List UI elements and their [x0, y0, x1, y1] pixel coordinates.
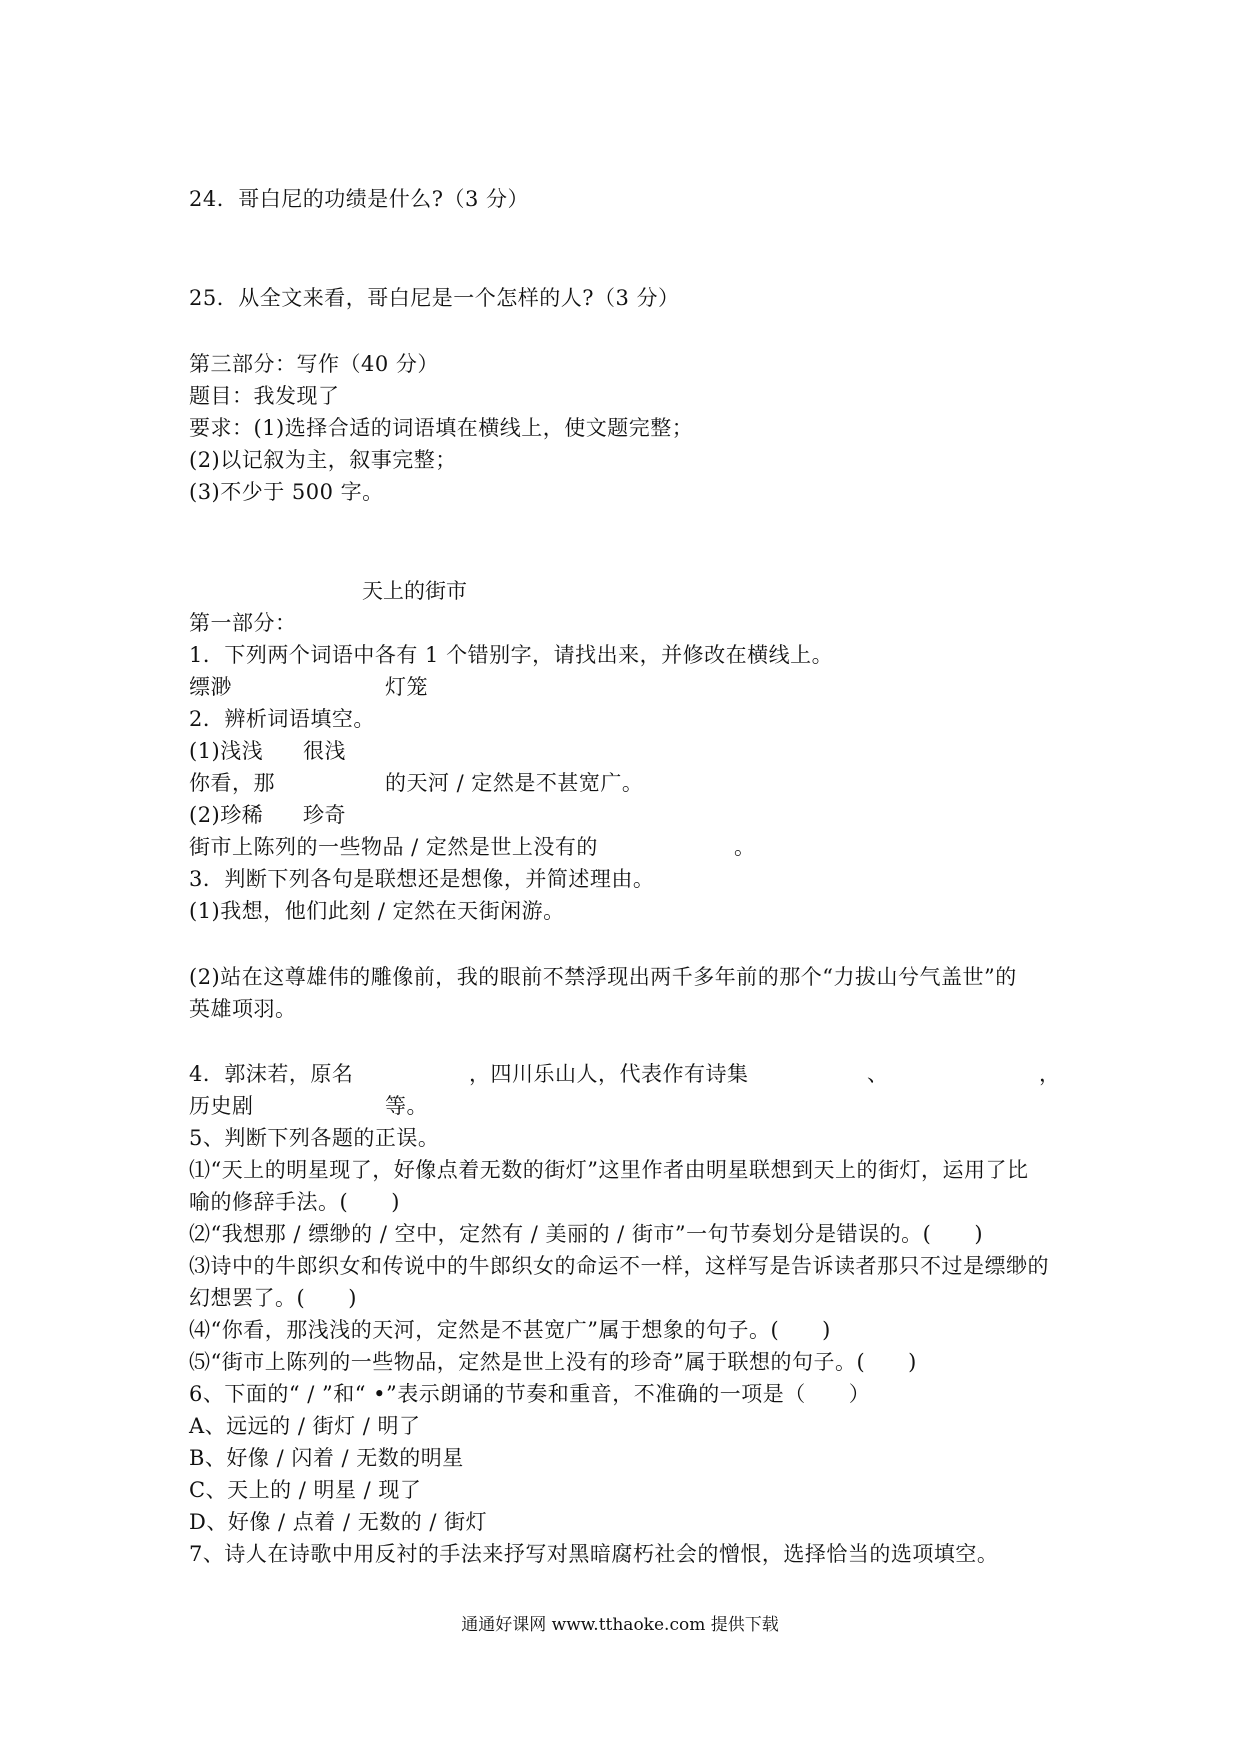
question-3-2-line-1: (2)站在这尊雄伟的雕像前，我的眼前不禁浮现出两千多年前的那个“力拔山兮气盖世”的	[189, 965, 1017, 989]
question-24: 24．哥白尼的功绩是什么?（3 分）	[189, 187, 530, 211]
question-5: 5、判断下列各题的正误。	[189, 1126, 440, 1150]
question-5-4: ⑷“你看，那浅浅的天河，定然是不甚宽广”属于想象的句子。( )	[189, 1318, 831, 1342]
option-2: 很浅	[303, 739, 346, 763]
page-footer: 通通好课网 www.tthaoke.com 提供下载	[461, 1615, 779, 1635]
writing-requirement-3: (3)不少于 500 字。	[189, 480, 384, 504]
question-5-1-line-1: ⑴“天上的明星现了，好像点着无数的街灯”这里作者由明星联想到天上的街灯，运用了比	[189, 1158, 1029, 1182]
question-5-3-line-1: ⑶诗中的牛郎织女和传说中的牛郎织女的命运不一样，这样写是告诉读者那只不过是缥缈的	[189, 1254, 1049, 1278]
question-7: 7、诗人在诗歌中用反衬的手法来抒写对黑暗腐朽社会的憎恨，选择恰当的选项填空。	[189, 1542, 999, 1566]
question-3-1: (1)我想，他们此刻 / 定然在天街闲游。	[189, 899, 565, 923]
option-1: (1)浅浅	[189, 739, 264, 763]
writing-topic: 题目：我发现了	[189, 384, 340, 408]
question-5-2: ⑵“我想那 / 缥缈的 / 空中，定然有 / 美丽的 / 街市”一句节奏划分是错误的。( )	[189, 1222, 984, 1246]
sentence-part-1: 你看，那	[189, 771, 275, 795]
option-1: (2)珍稀	[189, 803, 264, 827]
option-c: C、天上的 / 明星 / 现了	[189, 1478, 422, 1502]
question-3: 3．判断下列各句是联想还是想像，并简述理由。	[189, 867, 655, 891]
word-1: 缥渺	[189, 675, 232, 699]
question-5-1-line-2: 喻的修辞手法。( )	[189, 1190, 400, 1214]
q4-part-b: ，四川乐山人，代表作有诗集	[469, 1062, 749, 1086]
q4-part-c: 、	[867, 1062, 889, 1086]
question-25: 25．从全文来看，哥白尼是一个怎样的人?（3 分）	[189, 286, 680, 310]
option-d: D、好像 / 点着 / 无数的 / 街灯	[189, 1510, 488, 1534]
sentence-part-2: 的天河 / 定然是不甚宽广。	[385, 771, 644, 795]
q4-part-d: ，	[1039, 1062, 1061, 1086]
word-2: 灯笼	[385, 675, 428, 699]
writing-heading: 第三部分：写作（40 分）	[189, 352, 439, 376]
writing-requirement-1: 要求：(1)选择合适的词语填在横线上，使文题完整；	[189, 416, 694, 440]
question-5-3-line-2: 幻想罢了。( )	[189, 1286, 357, 1310]
option-a: A、远远的 / 街灯 / 明了	[189, 1414, 421, 1438]
question-6: 6、下面的“ / ”和“ •”表示朗诵的节奏和重音，不准确的一项是（ ）	[189, 1382, 871, 1406]
lesson-title: 天上的街市	[362, 579, 467, 603]
q4-line2-part-a: 历史剧	[189, 1094, 254, 1118]
q4-line2-part-b: 等。	[385, 1094, 428, 1118]
question-2: 2．辨析词语填空。	[189, 707, 375, 731]
question-3-2-line-2: 英雄项羽。	[189, 997, 297, 1021]
question-1: 1．下列两个词语中各有 1 个错别字，请找出来，并修改在横线上。	[189, 643, 834, 667]
sentence-part-1: 街市上陈列的一些物品 / 定然是世上没有的	[189, 835, 598, 859]
option-b: B、好像 / 闪着 / 无数的明星	[189, 1446, 464, 1470]
writing-requirement-2: (2)以记叙为主，叙事完整；	[189, 448, 457, 472]
part-one-heading: 第一部分：	[189, 611, 297, 635]
option-2: 珍奇	[303, 803, 346, 827]
question-5-5: ⑸“街市上陈列的一些物品，定然是世上没有的珍奇”属于联想的句子。( )	[189, 1350, 917, 1374]
sentence-part-2: 。	[734, 835, 756, 859]
q4-part-a: 4．郭沫若，原名	[189, 1062, 354, 1086]
